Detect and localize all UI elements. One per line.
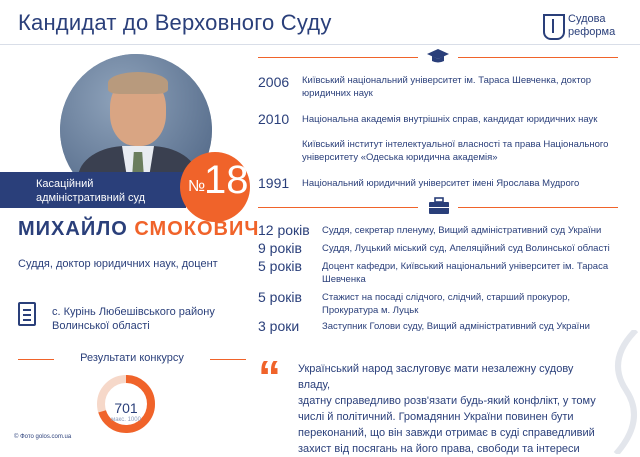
candidate-number-badge <box>180 152 250 222</box>
education-text: університету «Одеська юридична академія» <box>302 152 498 163</box>
career-item <box>258 318 590 334</box>
birthplace-line-2: Волинської області <box>52 320 150 332</box>
education-item <box>258 111 597 127</box>
career-years: 9 років <box>258 240 302 256</box>
career-text: Доцент кафедри, Київський національний університет ім. Тараса <box>322 261 609 272</box>
career-item <box>258 289 570 317</box>
career-text: Заступник Голови суду, Вищий адміністративний суд України <box>322 321 590 332</box>
last-name: СМОКОВИЧ <box>134 218 260 240</box>
career-text: Шевченка <box>322 274 366 285</box>
quote-line: переконаний, що він завжди отримає в суді справедливий <box>298 427 595 439</box>
quote-line: здатну справедливо розв'язати будь-який конфлікт, у тому <box>298 395 596 407</box>
page-title: Кандидат до Верховного Суду <box>18 10 332 35</box>
career-years: 12 років <box>258 222 310 238</box>
briefcase-icon <box>428 197 450 215</box>
career-divider-left <box>258 207 418 208</box>
career-item <box>258 258 608 286</box>
birthplace <box>52 305 215 333</box>
quote-mark-icon: “ <box>258 351 281 403</box>
career-text: Суддя, секретар пленуму, Вищий адміністративний суд України <box>322 225 602 236</box>
education-text: Київський національний університет ім. Тараса Шевченка, доктор <box>302 75 592 86</box>
education-divider-left <box>258 57 418 58</box>
candidate-quote <box>298 361 608 457</box>
score-value: 701 <box>114 400 138 416</box>
education-year: 2006 <box>258 74 290 90</box>
logo-line-2: реформа <box>568 26 616 38</box>
education-item <box>258 175 579 191</box>
scales-logo-icon <box>543 14 565 40</box>
candidate-number: 18 <box>204 158 249 202</box>
quote-line: захист від посягань на його права, свободи та інтереси <box>298 443 580 455</box>
document-icon <box>18 302 36 326</box>
education-year <box>258 138 302 164</box>
education-text: Національна академія внутрішніх справ, кандидат юридичних наук <box>302 114 598 125</box>
career-item <box>258 222 601 238</box>
court-line-1: Касаційний <box>36 178 94 190</box>
career-years: 5 років <box>258 258 302 274</box>
education-text: Київський інститут інтелектуальної власності та права Національного <box>302 139 609 150</box>
header-divider <box>0 44 640 45</box>
education-text: юридичних наук <box>302 88 373 99</box>
court-band <box>0 172 186 208</box>
court-line-2: адміністративний суд <box>36 192 146 204</box>
education-year: 2010 <box>258 111 290 127</box>
logo-line-1: Судова <box>568 13 606 25</box>
career-text: Прокуратура м. Луцьк <box>322 305 419 316</box>
education-divider-right <box>458 57 618 58</box>
quote-line: Український народ заслуговує мати незалежну судову владу, <box>298 363 574 391</box>
quote-line: числі й політичний. Громадянин України повинен бути <box>298 411 574 423</box>
career-divider-right <box>458 207 618 208</box>
first-name: МИХАЙЛО <box>18 218 128 240</box>
score-max: макс. 1000 <box>111 417 141 423</box>
career-text: Стажист на посаді слідчого, слідчий, старший прокурор, <box>322 292 571 303</box>
graduation-cap-icon <box>426 47 450 65</box>
education-year: 1991 <box>258 175 290 191</box>
career-years: 3 роки <box>258 318 300 334</box>
number-prefix: № <box>188 178 206 195</box>
career-years: 5 років <box>258 289 302 305</box>
photo-credit: © Фото golos.com.ua <box>14 434 72 440</box>
logo-text <box>568 13 615 39</box>
candidate-role: Суддя, доктор юридичних наук, доцент <box>18 258 218 270</box>
education-item <box>258 74 591 100</box>
education-item <box>258 138 608 164</box>
birthplace-line-1: с. Курінь Любешівського району <box>52 306 215 318</box>
candidate-name <box>18 218 259 241</box>
decorative-ornament-icon <box>596 330 640 454</box>
career-text: Суддя, Луцький міський суд, Апеляційний суд Волинської області <box>322 243 610 254</box>
education-text: Національний юридичний університет імені Ярослава Мудрого <box>302 178 580 189</box>
results-title: Результати конкурсу <box>18 352 246 364</box>
career-item <box>258 240 610 256</box>
